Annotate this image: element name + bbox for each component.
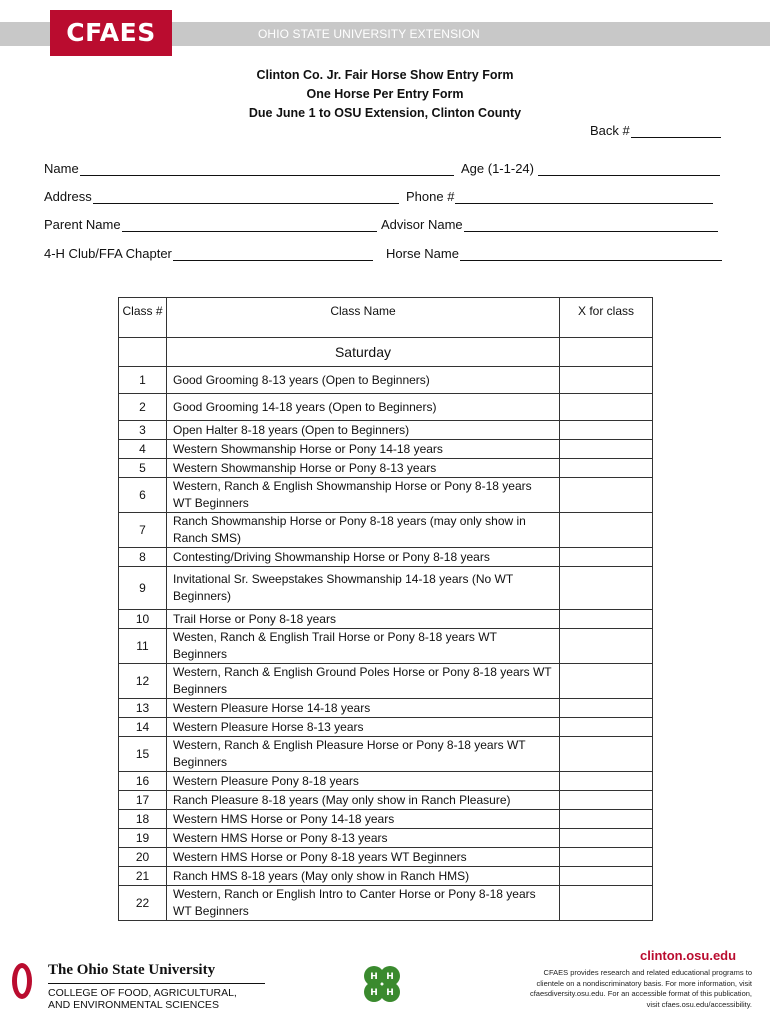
svg-text:H: H [386,988,394,998]
class-number: 11 [119,629,167,664]
class-selection-cell[interactable] [560,810,653,829]
table-row [119,699,653,718]
class-name: Western, Ranch & English Ground Poles Horse or Pony 8-18 years WT Beginners [167,664,560,699]
title-line-2: One Horse Per Entry Form [306,87,464,101]
class-selection-cell[interactable] [560,867,653,886]
table-row [119,440,653,459]
horse-name-blank[interactable] [460,246,722,261]
class-number: 17 [119,791,167,810]
footer-disclaimer: CFAES provides research and related educational programs to clientele on a nondiscriminatory basis. For more information, visit cfaesdiversity.osu.edu. For an accessible format of this publication, visit cfaes.osu.edu/accessibility. [529,968,752,1009]
class-selection-cell[interactable] [560,459,653,478]
class-number: 21 [119,867,167,886]
name-field[interactable] [44,161,454,176]
class-number: 19 [119,829,167,848]
day-label: Saturday [167,338,560,367]
table-row [119,610,653,629]
phone-label: Phone # [406,189,455,204]
class-name: Western Pleasure Pony 8-18 years [167,772,560,791]
horse-name-field[interactable] [386,246,722,261]
age-field[interactable] [461,161,720,176]
class-selection-cell[interactable] [560,886,653,921]
advisor-name-label: Advisor Name [381,217,463,232]
class-selection-cell[interactable] [560,737,653,772]
class-number: 1 [119,367,167,394]
table-row [119,848,653,867]
header-class-name: Class Name [167,298,560,338]
class-number: 15 [119,737,167,772]
class-name: Invitational Sr. Sweepstakes Showmanship 14-18 years (No WT Beginners) [167,567,560,610]
class-number: 10 [119,610,167,629]
class-number: 13 [119,699,167,718]
name-blank[interactable] [80,161,454,176]
svg-text:H: H [386,972,394,982]
table-row [119,513,653,548]
header-x-for-class: X for class [560,298,653,338]
class-number: 4 [119,440,167,459]
class-selection-cell[interactable] [560,664,653,699]
class-table [118,297,653,921]
table-row [119,772,653,791]
class-selection-cell[interactable] [560,629,653,664]
college-name [48,987,237,1011]
table-row [119,791,653,810]
class-name: Western HMS Horse or Pony 8-18 years WT Beginners [167,848,560,867]
footer-website-link[interactable]: clinton.osu.edu [640,948,737,963]
class-name: Trail Horse or Pony 8-18 years [167,610,560,629]
osu-block-o-logo [12,963,32,999]
table-row [119,367,653,394]
class-selection-cell[interactable] [560,421,653,440]
club-field[interactable] [44,246,373,261]
class-selection-cell[interactable] [560,567,653,610]
address-label: Address [44,189,92,204]
class-name: Western Showmanship Horse or Pony 14-18 years [167,440,560,459]
table-row [119,459,653,478]
class-selection-cell[interactable] [560,394,653,421]
club-blank[interactable] [173,246,373,261]
class-number: 5 [119,459,167,478]
class-name: Open Halter 8-18 years (Open to Beginners) [167,421,560,440]
class-selection-cell[interactable] [560,848,653,867]
class-selection-cell[interactable] [560,699,653,718]
svg-text:H: H [370,972,378,982]
class-name: Westen, Ranch & English Trail Horse or Pony 8-18 years WT Beginners [167,629,560,664]
parent-name-field[interactable] [44,217,377,232]
address-field[interactable] [44,189,399,204]
table-row [119,886,653,921]
table-row [119,867,653,886]
age-label: Age (1-1-24) [461,161,534,176]
class-selection-cell[interactable] [560,718,653,737]
back-number-field[interactable] [590,123,721,138]
class-number: 20 [119,848,167,867]
svg-text:H: H [370,988,378,998]
day-x-cell [560,338,653,367]
class-number: 12 [119,664,167,699]
table-row [119,829,653,848]
class-number: 14 [119,718,167,737]
age-blank[interactable] [538,161,720,176]
class-selection-cell[interactable] [560,791,653,810]
back-number-blank[interactable] [631,123,721,138]
class-name: Western HMS Horse or Pony 8-13 years [167,829,560,848]
four-h-clover-icon [358,960,406,1008]
class-selection-cell[interactable] [560,548,653,567]
class-name: Ranch HMS 8-18 years (May only show in Ranch HMS) [167,867,560,886]
class-name: Western Pleasure Horse 14-18 years [167,699,560,718]
class-number: 16 [119,772,167,791]
table-row [119,478,653,513]
class-name: Western, Ranch or English Intro to Canter Horse or Pony 8-18 years WT Beginners [167,886,560,921]
parent-name-label: Parent Name [44,217,121,232]
osu-divider [48,983,265,984]
club-label: 4-H Club/FFA Chapter [44,246,172,261]
day-row [119,338,653,367]
address-blank[interactable] [93,189,399,204]
cfaes-logo: CFAES [50,10,172,56]
name-label: Name [44,161,79,176]
class-number: 2 [119,394,167,421]
table-row [119,664,653,699]
table-row [119,421,653,440]
class-name: Western Showmanship Horse or Pony 8-13 years [167,459,560,478]
title-line-1: Clinton Co. Jr. Fair Horse Show Entry Form [256,68,514,82]
college-line-1: COLLEGE OF FOOD, AGRICULTURAL, [48,987,237,999]
class-selection-cell[interactable] [560,829,653,848]
class-selection-cell[interactable] [560,513,653,548]
back-number-label: Back # [590,123,630,138]
horse-name-label: Horse Name [386,246,459,261]
class-selection-cell[interactable] [560,610,653,629]
title-line-3: Due June 1 to OSU Extension, Clinton County [248,106,522,120]
class-selection-cell[interactable] [560,478,653,513]
class-number: 8 [119,548,167,567]
table-row [119,718,653,737]
class-name: Western HMS Horse or Pony 14-18 years [167,810,560,829]
class-name: Ranch Showmanship Horse or Pony 8-18 years (may only show in Ranch SMS) [167,513,560,548]
table-row [119,629,653,664]
class-name: Western, Ranch & English Pleasure Horse or Pony 8-18 years WT Beginners [167,737,560,772]
class-number: 18 [119,810,167,829]
banner-text: OHIO STATE UNIVERSITY EXTENSION [258,27,480,41]
class-name: Western, Ranch & English Showmanship Horse or Pony 8-18 years WT Beginners [167,478,560,513]
advisor-name-blank[interactable] [464,217,718,232]
class-name: Contesting/Driving Showmanship Horse or Pony 8-18 years [167,548,560,567]
college-line-2: AND ENVIRONMENTAL SCIENCES [48,999,219,1011]
class-number: 7 [119,513,167,548]
class-number: 6 [119,478,167,513]
table-row [119,810,653,829]
class-number: 9 [119,567,167,610]
header-class-number: Class # [119,298,167,338]
class-name: Good Grooming 8-13 years (Open to Beginners) [167,367,560,394]
form-title [0,66,770,123]
parent-name-blank[interactable] [122,217,377,232]
table-row [119,737,653,772]
table-row [119,394,653,421]
osu-wordmark: The Ohio State University [48,962,216,978]
table-row [119,567,653,610]
table-row [119,548,653,567]
day-num-cell [119,338,167,367]
class-name: Ranch Pleasure 8-18 years (May only show in Ranch Pleasure) [167,791,560,810]
advisor-name-field[interactable] [381,217,718,232]
class-selection-cell[interactable] [560,367,653,394]
phone-field[interactable] [406,189,713,204]
class-name: Good Grooming 14-18 years (Open to Beginners) [167,394,560,421]
class-number: 22 [119,886,167,921]
class-number: 3 [119,421,167,440]
phone-blank[interactable] [455,189,713,204]
table-header-row [119,298,653,338]
class-name: Western Pleasure Horse 8-13 years [167,718,560,737]
class-selection-cell[interactable] [560,440,653,459]
class-selection-cell[interactable] [560,772,653,791]
